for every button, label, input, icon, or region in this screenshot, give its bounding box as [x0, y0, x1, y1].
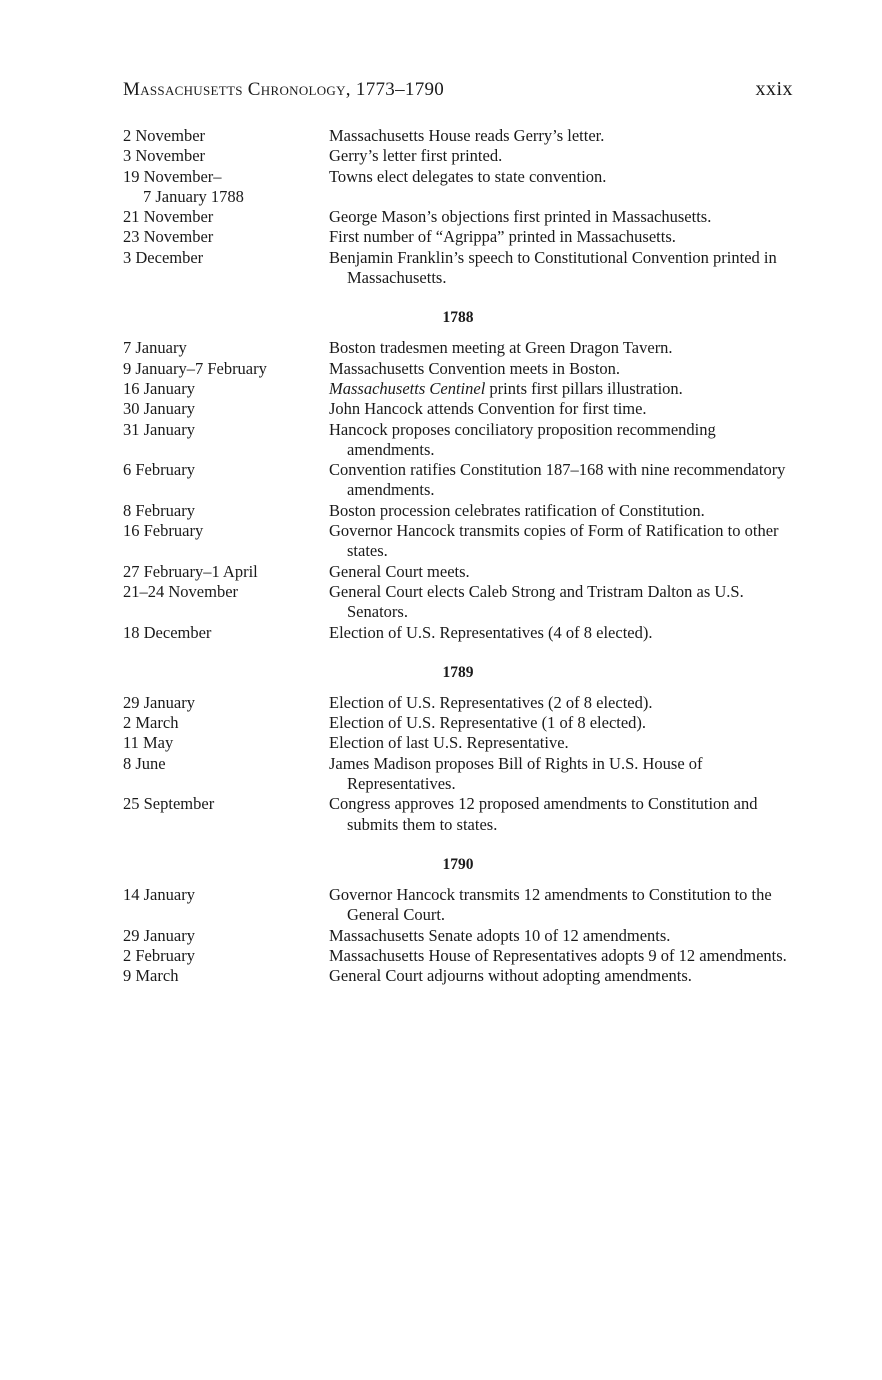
entry-date — [123, 693, 329, 713]
chronology-section — [123, 855, 793, 986]
chronology-section — [123, 308, 793, 642]
chronology-entry — [123, 227, 793, 247]
chronology-entry — [123, 623, 793, 643]
entry-date — [123, 460, 329, 501]
entry-event — [329, 420, 793, 461]
chronology-entry — [123, 521, 793, 562]
entry-date — [123, 754, 329, 795]
entry-date — [123, 562, 329, 582]
chronology-entry — [123, 966, 793, 986]
chronology-entry — [123, 693, 793, 713]
entry-date — [123, 126, 329, 146]
entry-event-text: Massachusetts Senate adopts 10 of 12 amendments. — [329, 925, 671, 945]
entry-event-text: General Court meets. — [329, 561, 470, 581]
entry-event — [329, 167, 793, 208]
chronology-section — [123, 663, 793, 835]
chronology-entry — [123, 754, 793, 795]
chronology-entry — [123, 126, 793, 146]
chronology-entry — [123, 167, 793, 208]
entry-event — [329, 733, 793, 753]
entry-date-line: 29 January — [123, 692, 195, 712]
entry-date — [123, 623, 329, 643]
entry-date-line: 8 February — [123, 500, 195, 520]
entry-event-text: Hancock proposes conciliatory proposition recommending amendments. — [329, 419, 716, 459]
entry-date — [123, 248, 329, 289]
entry-event-text: Election of U.S. Representative (1 of 8 elected). — [329, 713, 647, 733]
page-number: xxix — [755, 78, 793, 100]
entry-event-text: Benjamin Franklin’s speech to Constitutional Convention printed in Massachusetts. — [329, 247, 777, 288]
entry-date — [123, 227, 329, 247]
entry-date-line: 27 February–1 April — [123, 561, 258, 581]
entry-date-line: 2 November — [123, 126, 206, 145]
entry-event-text: John Hancock attends Convention for first time. — [329, 399, 647, 419]
entry-date-line: 6 February — [123, 460, 195, 480]
chronology-entry — [123, 794, 793, 835]
entry-date — [123, 582, 329, 623]
entry-date-line: 14 January — [123, 884, 195, 904]
entry-date-line: 9 January–7 February — [123, 358, 267, 378]
entry-date-line: 2 February — [123, 945, 195, 965]
year-heading: 1789 — [442, 663, 474, 681]
entry-date-line: 21–24 November — [123, 581, 239, 601]
entry-date — [123, 420, 329, 461]
entry-event-text: Election of U.S. Representatives (4 of 8 elected). — [329, 622, 653, 642]
chronology-entry — [123, 946, 793, 966]
entry-event — [329, 713, 793, 733]
entry-event — [329, 338, 793, 358]
year-heading: 1790 — [442, 855, 474, 873]
entry-date-line: 11 May — [123, 733, 174, 753]
entry-event-text: Massachusetts House of Representatives adopts 9 of 12 amendments. — [329, 945, 787, 965]
entry-event — [329, 966, 793, 986]
entry-date-line: 21 November — [123, 207, 214, 227]
entry-date — [123, 399, 329, 419]
entry-date — [123, 359, 329, 379]
entry-date — [123, 713, 329, 733]
newspaper-title: Massachusetts Centinel — [329, 378, 486, 398]
entry-event-text: Governor Hancock transmits copies of Form of Ratification to other states. — [329, 521, 779, 561]
entry-date-line: 3 December — [123, 247, 204, 267]
entry-event-text: Election of last U.S. Representative. — [329, 733, 569, 753]
entry-event — [329, 227, 793, 247]
entry-event-text: General Court adjourns without adopting amendments. — [329, 966, 692, 986]
entry-date-line: 8 June — [123, 753, 166, 773]
entry-date-line: 29 January — [123, 925, 195, 945]
entry-date — [123, 146, 329, 166]
chronology-section — [123, 126, 793, 288]
entry-event-text: First number of “Agrippa” printed in Massachusetts. — [329, 227, 676, 247]
entry-event — [329, 126, 793, 146]
entry-event-text: Boston tradesmen meeting at Green Dragon Tavern. — [329, 338, 673, 358]
running-head-title: Massachusetts Chronology, 1773–1790 — [123, 79, 445, 100]
entry-event — [329, 399, 793, 419]
chronology-entry — [123, 582, 793, 623]
chronology-entry — [123, 207, 793, 227]
entry-event — [329, 379, 793, 399]
entry-event — [329, 562, 793, 582]
entry-event-text: George Mason’s objections first printed in Massachusetts. — [329, 207, 712, 227]
entry-event-text: prints first pillars illustration. — [485, 378, 683, 398]
entry-event — [329, 248, 793, 289]
entry-date — [123, 379, 329, 399]
entry-date — [123, 966, 329, 986]
entry-event — [329, 359, 793, 379]
entry-date — [123, 501, 329, 521]
chronology-entry — [123, 146, 793, 166]
entry-event — [329, 693, 793, 713]
entry-event-text: Gerry’s letter first printed. — [329, 146, 503, 166]
entry-event-text: Convention ratifies Constitution 187–168 with nine recommendatory amendments. — [329, 460, 786, 500]
entry-date-line: 30 January — [123, 399, 195, 419]
chronology-page — [123, 78, 793, 986]
entry-event — [329, 946, 793, 966]
chronology-entry — [123, 501, 793, 521]
entry-date — [123, 926, 329, 946]
entry-date-line: 25 September — [123, 794, 215, 814]
entry-date-line: 19 November– — [123, 166, 222, 186]
entry-event-text: James Madison proposes Bill of Rights in U.S. House of Representatives. — [329, 753, 703, 794]
entry-date — [123, 733, 329, 753]
entry-date-line: 3 November — [123, 146, 206, 166]
entry-event-text: Congress approves 12 proposed amendments to Constitution and submits them to states. — [329, 794, 758, 834]
entry-event — [329, 207, 793, 227]
entry-event-text: Election of U.S. Representatives (2 of 8 elected). — [329, 692, 653, 712]
running-head — [123, 78, 793, 108]
entry-date-line: 7 January 1788 — [143, 186, 244, 206]
entry-date-line: 2 March — [123, 713, 179, 733]
entry-date-line: 16 January — [123, 378, 195, 398]
entry-event — [329, 623, 793, 643]
entry-event — [329, 926, 793, 946]
chronology-entry — [123, 460, 793, 501]
chronology-entry — [123, 926, 793, 946]
entry-date — [123, 338, 329, 358]
entry-date-line: 9 March — [123, 966, 179, 986]
entry-event — [329, 885, 793, 926]
entry-date-line: 7 January — [123, 338, 187, 358]
entry-event-text: Massachusetts Convention meets in Boston. — [329, 358, 621, 378]
chronology-entry — [123, 713, 793, 733]
entry-date — [123, 167, 329, 208]
chronology-entry — [123, 420, 793, 461]
entry-event — [329, 582, 793, 623]
entry-date-line: 23 November — [123, 227, 214, 247]
entry-event-text: Towns elect delegates to state convention. — [329, 166, 607, 186]
entry-event — [329, 146, 793, 166]
chronology-entry — [123, 733, 793, 753]
entry-date — [123, 794, 329, 835]
chronology-entry — [123, 338, 793, 358]
entry-event-text: Boston procession celebrates ratification of Constitution. — [329, 500, 705, 520]
chronology-entry — [123, 379, 793, 399]
chronology-entry — [123, 399, 793, 419]
chronology-entry — [123, 359, 793, 379]
entry-date-line: 31 January — [123, 419, 195, 439]
chronology-entry — [123, 248, 793, 289]
entry-event-text: Governor Hancock transmits 12 amendments to Constitution to the General Court. — [329, 884, 772, 925]
entry-date-line: 16 February — [123, 521, 204, 541]
chronology-entry — [123, 562, 793, 582]
entry-event — [329, 794, 793, 835]
entry-event-text: Massachusetts House reads Gerry’s letter. — [329, 126, 605, 145]
chronology-entry — [123, 885, 793, 926]
chronology-list — [123, 126, 793, 986]
entry-event — [329, 754, 793, 795]
year-heading: 1788 — [442, 309, 474, 327]
entry-date — [123, 885, 329, 926]
entry-date — [123, 207, 329, 227]
entry-event — [329, 501, 793, 521]
entry-event — [329, 460, 793, 501]
entry-event — [329, 521, 793, 562]
entry-date — [123, 521, 329, 562]
entry-event-text: General Court elects Caleb Strong and Tristram Dalton as U.S. Senators. — [329, 581, 744, 622]
entry-date-line: 18 December — [123, 622, 212, 642]
entry-date — [123, 946, 329, 966]
